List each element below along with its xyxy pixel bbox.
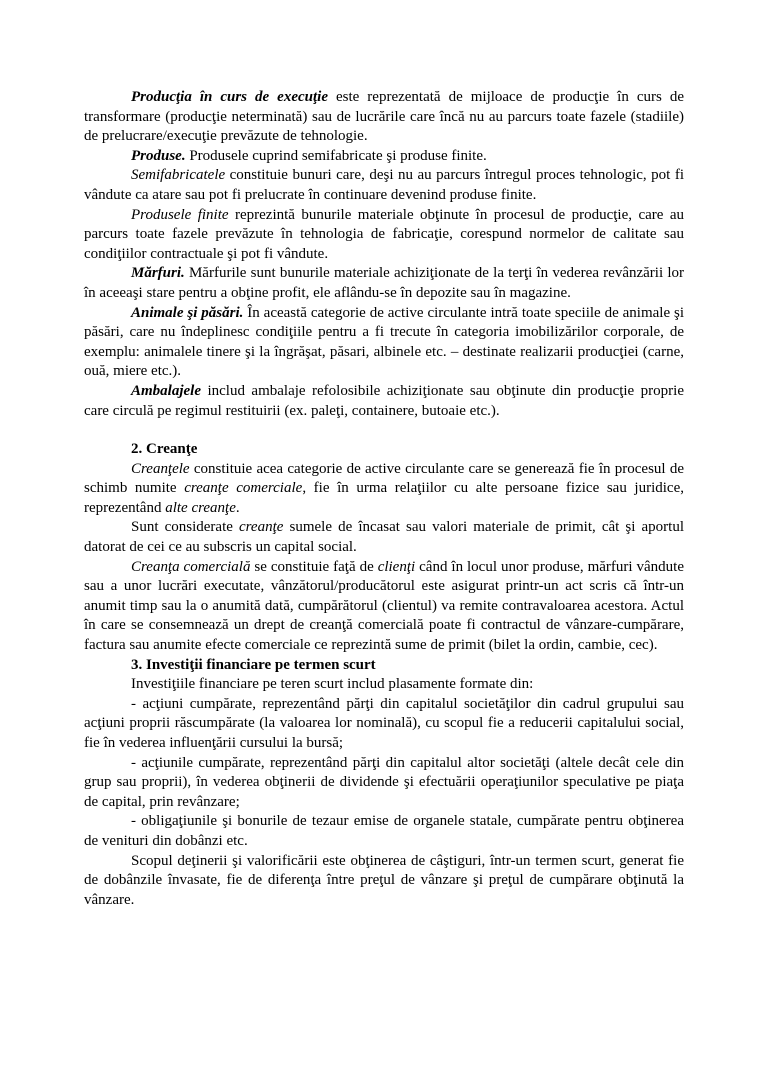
term-semifabricate: Semifabricatele	[131, 167, 226, 184]
paragraph-text: constituie acea categorie de active circulante care se generează fie în procesul de schimb numite	[84, 460, 684, 497]
term-ambalaje: Ambalajele	[131, 382, 201, 399]
paragraph-text: Produsele cuprind semifabricate şi produse finite.	[185, 147, 487, 164]
paragraph-creanta-comerciala	[84, 558, 684, 656]
paragraph-text: sumele de încasat sau valori materiale de primit, cât şi aportul datorat de cei ce au subscris un capital social.	[84, 519, 684, 556]
paragraph-scopul: Scopul deţinerii şi valorificării este obţinerea de câştiguri, într-un termen scurt, generat fie de dobânzile învasate, fie de diferenţa între preţul de vânzare şi preţul de cumpărare obţinută la vânzare.	[84, 852, 684, 908]
list-item-actiuni-grup: - acţiuni cumpărate, reprezentând părţi din capitalul societăţilor din cadrul grupului sau acţiuni proprii răscumpărate (la valoarea lor nominală), cu scopul fie a reducerii capitalului social, fie în vederea influenţării cursului la bursă;	[84, 695, 684, 751]
list-item-actiuni-alte-societati: - acţiunile cumpărate, reprezentând părţi din capitalul altor societăţi (altele decât cele din grup sau proprii), în vederea obţinerii de dividende şi efectuării operaţiunilor speculative pe piaţa de capital, prin revânzare;	[84, 754, 684, 810]
heading-creante: 2. Creanţe	[131, 441, 198, 458]
term-creanta-comerciala: Creanţa comercială	[131, 558, 251, 575]
paragraph-text: se constituie faţă de	[250, 558, 378, 575]
paragraph-produse-finite	[84, 206, 684, 265]
paragraph-text: constituie bunuri care, deşi nu au parcurs întregul proces tehnologic, pot fi vândute ca atare sau pot fi prelucrate în continuare devenind produse finite.	[84, 167, 684, 203]
paragraph-text: reprezintă bunurile materiale obţinute în procesul de producţie, care au parcurs toate fazele prevăzute în tehnologia de fabricaţie, corespund normelor de calitate sau condiţiilor contractuale şi pot fi vândute.	[84, 206, 685, 262]
emphasis-creante: creanţe	[238, 519, 284, 536]
emphasis-alte-creante: alte creanţe	[165, 499, 236, 516]
emphasis-clienti: clienţi	[377, 558, 416, 575]
paragraph-produse	[84, 147, 684, 167]
paragraph-text: este reprezentată de mijloace de producţie în curs de transformare (producţie neterminată) sau de lucrările care încă nu au parcurs toate fazele (stadiile) de prelucrare/execuţie prevăzute de tehnologie.	[84, 89, 684, 145]
paragraph-productia-in-curs	[84, 88, 684, 147]
paragraph-marfuri	[84, 264, 684, 303]
paragraph-text: Sunt considerate	[131, 519, 239, 536]
paragraph-sunt-considerate	[84, 518, 684, 557]
term-animale: Animale şi păsări.	[131, 304, 244, 321]
paragraph-creante	[84, 460, 684, 519]
term-creante: Creanţele	[131, 460, 190, 477]
paragraph-ambalaje	[84, 382, 684, 421]
paragraph-investitii: Investiţiile financiare pe teren scurt includ plasamente formate din:	[131, 676, 534, 693]
paragraph-text: când în locul unor produse, mărfuri vândute sau a unor lucrări executate, vânzătorul/producătorul este asigurat printr-un act scris că într-un anumit timp sau la o anumită dată, cumpărătorul (clientul) va remite contravaloarea acestora. Actul în care se consemnează un drept de creanţă comercială poate fi contractul de vânzare-cumpărare, factura sau anumite efecte comerciale ce reprezintă sume de primit (bilet la ordin, cambie, cec).	[84, 558, 684, 654]
list-item-obligatiuni: - obligaţiunile şi bonurile de tezaur emise de organele statale, cumpărate pentru obţinerea de venituri din dobânzi etc.	[84, 813, 684, 849]
term-produse: Produse.	[131, 147, 186, 164]
term-marfuri: Mărfuri.	[131, 265, 185, 282]
paragraph-text: Mărfurile sunt bunurile materiale achiziţionate de la terţi în vederea revânzării lor în aceeaşi stare pentru a obţine profit, ele aflându-se în depozite sau în magazine.	[84, 265, 684, 301]
term-productia-in-curs: Producţia în curs de execuţie	[131, 89, 328, 105]
paragraph-semifabricate	[84, 166, 684, 205]
paragraph-text: includ ambalaje refolosibile achiziţionate sau obţinute din producţie proprie care circulă pe regimul restituirii (ex. paleţi, containere, butoaie etc.).	[84, 382, 684, 419]
emphasis-creante-comerciale: creanţe comerciale	[184, 480, 303, 497]
heading-investitii: 3. Investiţii financiare pe termen scurt	[131, 656, 376, 673]
paragraph-text: .	[235, 499, 240, 516]
paragraph-text: , fie în urma relaţiilor cu alte persoane fizice sau juridice, reprezentând	[84, 480, 684, 516]
term-produse-finite: Produsele finite	[131, 206, 229, 223]
paragraph-animale	[84, 304, 684, 382]
paragraph-text: În această categorie de active circulante intră toate speciile de animale şi păsări, care nu îndeplinesc condiţiile pentru a fi trecute în categoria imobilizărilor corporale, de exemplu: animalele tinere şi la îngrăşat, păsari, albinele etc. – destinate realizarii producţiei (carne, ouă, miere etc.).	[84, 304, 684, 380]
